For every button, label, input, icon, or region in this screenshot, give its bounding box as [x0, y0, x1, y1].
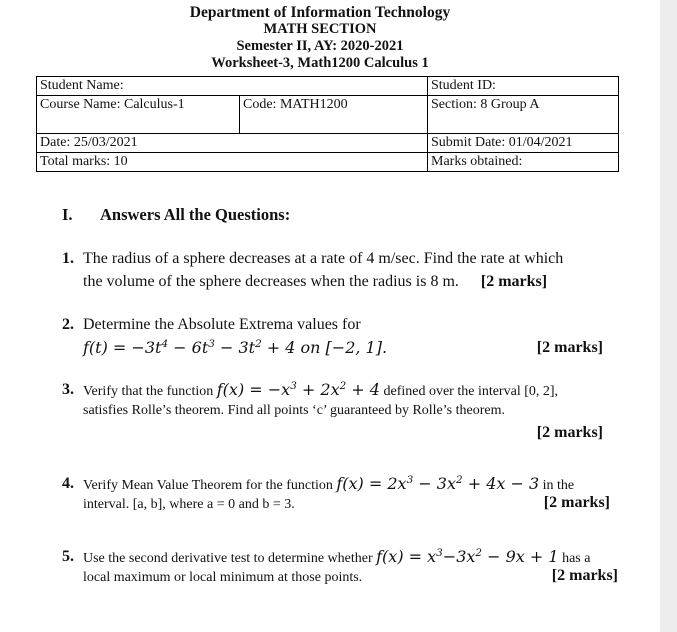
question-5-line1-a: Use the second derivative test to determine whether	[83, 551, 373, 566]
course-name-cell: Course Name: Calculus-1	[37, 96, 240, 134]
student-info-table	[36, 76, 619, 172]
worksheet-line: Worksheet-3, Math1200 Calculus 1	[211, 55, 429, 71]
question-4-line1-b: in the	[542, 478, 575, 493]
date-cell: Date: 25/03/2021	[37, 134, 428, 153]
section-roman-numeral: I.	[62, 205, 73, 224]
question-4	[62, 474, 612, 518]
question-number: 1.	[62, 250, 74, 267]
question-2: 2. Determine the Absolute Extrema values for $f(t) = -3t^4 - 6t^3 - 3t^2 + 4$ on [−2, 1]. [2 marks]	[62, 313, 607, 361]
question-5	[62, 547, 622, 591]
question-4-formula: $f(x) = 2x^3 - 3x^2 + 4x - 3$	[336, 473, 540, 493]
student-name-cell: Student Name:	[37, 77, 428, 96]
question-number: 5.	[62, 548, 74, 565]
student-id-cell: Student ID:	[428, 77, 619, 96]
question-1-line2: the volume of the sphere decreases when the radius is 8 m.	[83, 273, 459, 290]
department-title: Department of Information Technology	[189, 4, 451, 21]
question-3	[62, 380, 607, 442]
section-heading-text: Answers All the Questions:	[100, 205, 291, 224]
question-2-marks: [2 marks]	[536, 339, 603, 356]
right-scroll-gutter	[660, 0, 677, 632]
question-3-line1-b: defined over the interval [0, 2],	[383, 384, 559, 399]
questions-section-heading	[62, 205, 290, 225]
question-number: 4.	[62, 475, 74, 492]
document-header	[0, 4, 640, 72]
semester-line: Semester II, AY: 2020-2021	[236, 38, 404, 54]
question-4-line2: interval. [a, b], where a = 0 and b = 3.	[83, 497, 295, 512]
question-number: 2.	[62, 316, 74, 333]
question-5-line1-b: has a	[562, 551, 591, 566]
question-3-formula: $f(x) = -x^3 + 2x^2 + 4$	[216, 379, 380, 399]
total-marks-cell: Total marks: 10	[37, 153, 428, 172]
question-2-line1: Determine the Absolute Extrema values for	[83, 316, 361, 333]
question-2-formula: f	[83, 338, 89, 357]
code-cell: Code: MATH1200	[240, 96, 428, 134]
question-3-line2: satisfies Rolle’s theorem. Find all points ‘c’ guaranteed by Rolle’s theorem.	[83, 403, 505, 418]
question-4-marks: [2 marks]	[543, 494, 610, 511]
question-number: 3.	[62, 381, 74, 398]
section-title-header: MATH SECTION	[263, 21, 377, 37]
question-4-line1-a: Verify Mean Value Theorem for the function	[83, 478, 333, 493]
question-5-marks: [2 marks]	[551, 567, 618, 584]
question-5-line2: local maximum or local minimum at those points.	[83, 570, 363, 585]
question-1-line1: The radius of a sphere decreases at a rate of 4 m/sec. Find the rate at which	[83, 250, 564, 267]
question-5-formula: $f(x) = x^3-3x^2 - 9x + 1$	[376, 546, 559, 566]
marks-obtained-cell: Marks obtained:	[428, 153, 619, 172]
section-cell: Section: 8 Group A	[428, 96, 619, 134]
question-3-marks: [2 marks]	[536, 424, 603, 441]
question-1-marks: [2 marks]	[480, 273, 548, 290]
submit-date-cell: Submit Date: 01/04/2021	[428, 134, 619, 153]
question-3-line1-a: Verify that the function	[83, 384, 214, 399]
question-1	[62, 247, 632, 295]
